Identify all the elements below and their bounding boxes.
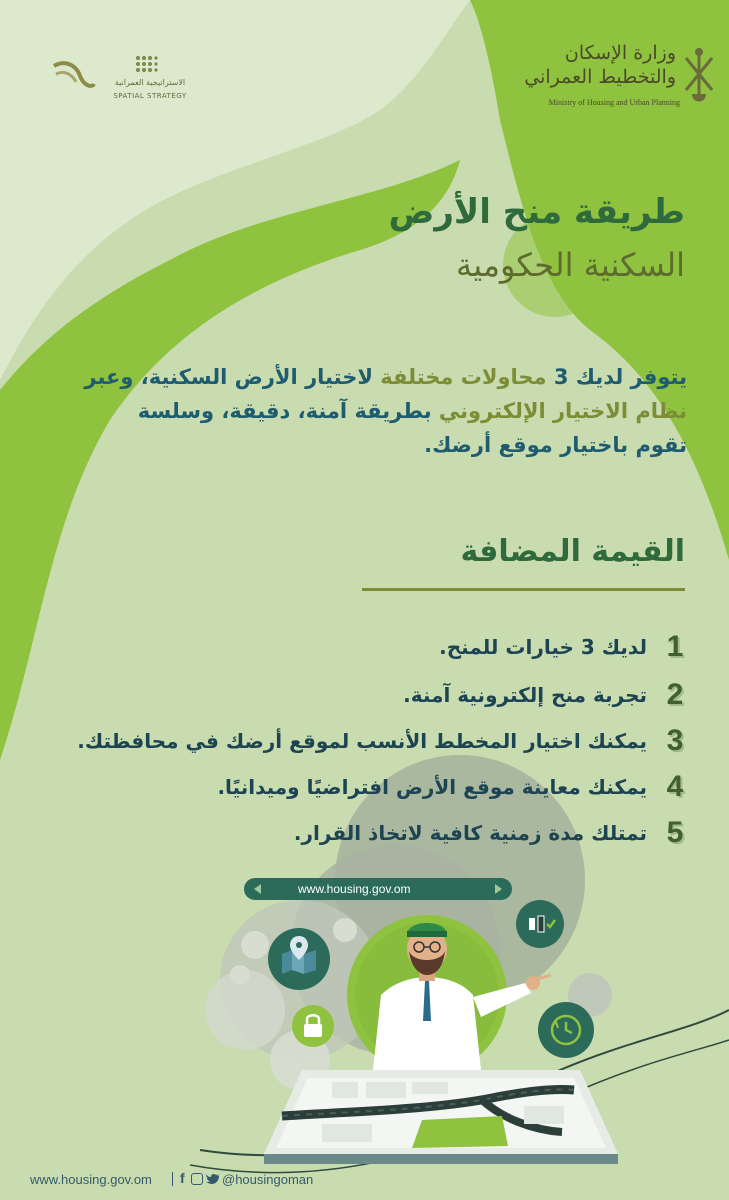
khanjar-emblem-icon [682,44,716,108]
feature-text: تمتلك مدة زمنية كافية لاتخاذ القرار. [293,821,647,845]
feature-number: 2 [666,678,684,711]
feature-item [9,810,689,856]
feature-item [9,718,689,764]
feature-item [9,764,689,810]
ministry-name-ar-line1: وزارة الإسكان [564,42,676,64]
feature-number: 4 [666,770,684,803]
checklist-icon [516,900,564,948]
twitter-icon[interactable] [206,1173,220,1185]
forward-arrow-icon [495,884,502,894]
instagram-icon[interactable] [191,1173,203,1185]
ministry-name-ar-line2: والتخطيط العمراني [524,66,676,88]
url-bar [244,878,512,900]
feature-text: تجربة منح إلكترونية آمنة. [403,683,647,707]
heading-underline [362,588,685,591]
footer-divider [172,1172,173,1186]
footer-url[interactable]: www.housing.gov.om [30,1172,152,1187]
feature-number: 3 [666,724,684,757]
spatial-strategy-ar: الاستراتيجية العمرانية [114,78,186,87]
spatial-strategy-emblem-icon [134,54,158,76]
map-pin-icon [268,928,330,990]
footer-handle[interactable]: @housingoman [222,1172,314,1187]
feature-text: يمكنك معاينة موقع الأرض افتراضيًا وميدانيًا. [217,775,647,799]
feature-text: يمكنك اختيار المخطط الأنسب لموقع أرضك في محافظتك. [77,729,647,753]
feature-item [9,672,689,718]
tablet-map [262,1068,620,1166]
page-title: طريقة منح الأرض [388,192,685,232]
vision-logo-icon [50,58,96,92]
intro-paragraph [37,360,687,462]
intro-line-2: نظام الاختيار الإلكتروني بطريقة آمنة، دقيقة، وسلسة [137,399,687,423]
feature-number: 1 [666,630,684,663]
feature-number: 5 [666,816,684,849]
ministry-name-en: Ministry of Housing and Urban Planning [548,98,680,107]
lock-icon [292,1005,334,1047]
spatial-strategy-en: SPATIAL STRATEGY [113,92,187,100]
url-text: www.housing.gov.om [298,882,411,896]
added-value-heading: القيمة المضافة [460,534,685,569]
ministry-logo [470,40,718,115]
spatial-strategy-logos [50,54,190,104]
intro-line-3: تقوم باختيار موقع أرضك. [424,433,687,457]
page-subtitle: السكنية الحكومية [456,246,685,284]
feature-text: لديك 3 خيارات للمنح. [439,635,647,659]
intro-line-1: يتوفر لديك 3 محاولات مختلفة لاختيار الأرض السكنية، وعبر [84,365,687,389]
back-arrow-icon [254,884,261,894]
features-list [9,622,689,856]
clock-icon [538,1002,594,1058]
facebook-icon[interactable]: f [180,1170,185,1186]
feature-item [9,622,689,672]
